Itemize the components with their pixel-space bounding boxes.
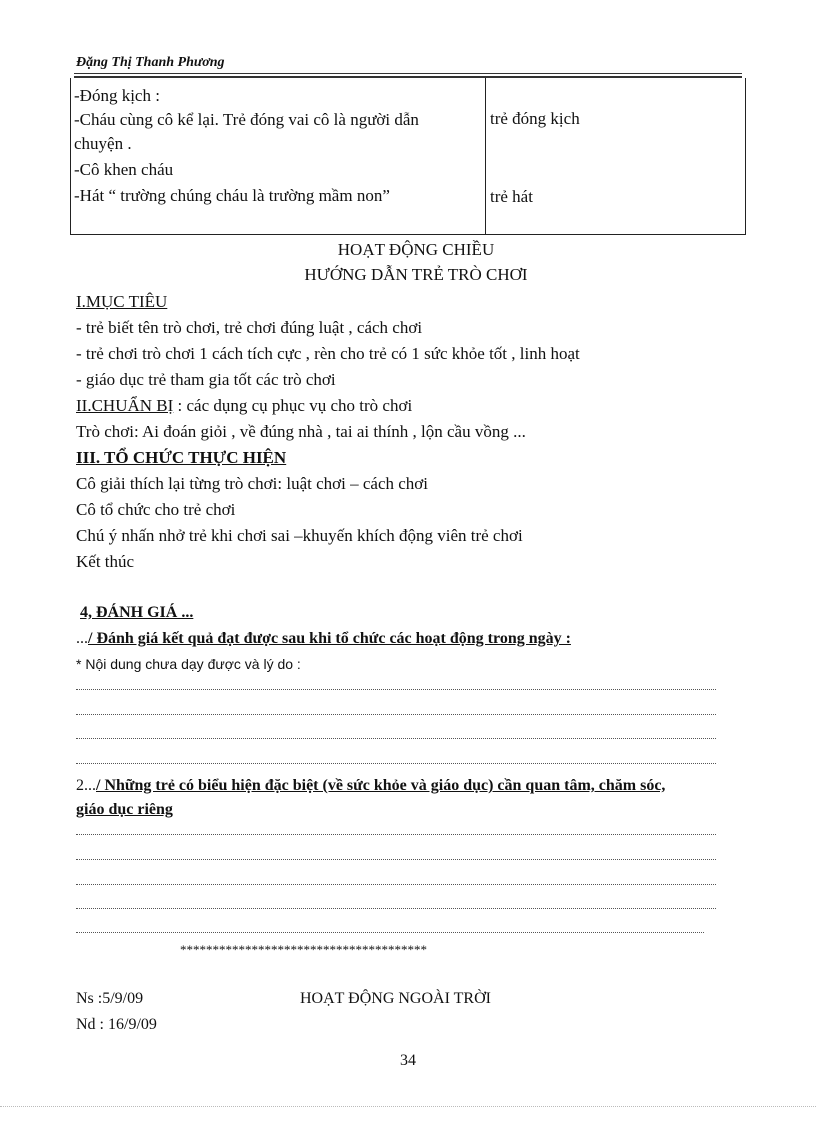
header-rule [74, 73, 742, 74]
organization-item: Kết thúc [76, 552, 135, 571]
evaluation-sub1 [76, 630, 571, 648]
dotted-line [76, 832, 716, 835]
table-cell-line: -Cô khen cháu [74, 160, 174, 179]
page-edge [0, 1105, 816, 1107]
ns-date: Ns :5/9/09 [76, 990, 144, 1007]
dotted-line [76, 857, 716, 860]
evaluation-sub2 [76, 777, 665, 795]
games-list: Trò chơi: Ai đoán giỏi , về đúng nhà , tai ai thính , lộn cầu vồng ... [76, 422, 526, 441]
objective-item: - trẻ chơi trò chơi 1 cách tích cực , rèn cho trẻ có 1 sức khỏe tốt , linh hoạt [76, 344, 580, 363]
dotted-line [76, 930, 704, 933]
table-cell-right: trẻ hát [490, 187, 533, 206]
evaluation-sub2-text: / Những trẻ có biểu hiện đặc biệt (về sức khỏe và giáo dục) cần quan tâm, chăm sóc, [96, 777, 666, 794]
preparation-text: : các dụng cụ phục vụ cho trò chơi [177, 396, 413, 415]
evaluation-sub1-prefix: ... [76, 630, 88, 647]
evaluation-note: * Nội dung chưa dạy được và lý do : [76, 656, 301, 672]
objective-item: - trẻ biết tên trò chơi, trẻ chơi đúng luật , cách chơi [76, 318, 423, 337]
table-column-divider [485, 78, 486, 234]
organization-item: Cô giải thích lại từng trò chơi: luật chơi – cách chơi [76, 474, 429, 493]
dotted-line [76, 712, 716, 715]
preparation-line [76, 396, 412, 416]
page-number: 34 [400, 1052, 416, 1069]
nd-date: Nd : 16/9/09 [76, 1016, 157, 1033]
outdoor-activity-title: HOẠT ĐỘNG NGOÀI TRỜI [300, 990, 491, 1007]
dotted-line [76, 761, 716, 764]
separator-stars: ************************************** [180, 942, 427, 957]
evaluation-heading: 4, ĐÁNH GIÁ ... [80, 604, 194, 621]
objectives-heading: I.MỤC TIÊU [76, 292, 168, 311]
author-name: Đặng Thị Thanh Phương [76, 55, 225, 70]
table-cell-line: chuyện . [74, 134, 132, 153]
evaluation-sub2-prefix: 2... [76, 777, 96, 794]
dotted-line [76, 906, 716, 909]
organization-item: Chú ý nhấn nhở trẻ khi chơi sai –khuyến khích động viên trẻ chơi [76, 526, 523, 545]
table-cell-line: -Cháu cùng cô kể lại. Trẻ đóng vai cô là người dẫn [74, 110, 419, 129]
objective-item: - giáo dục trẻ tham gia tốt các trò chơi [76, 370, 336, 389]
section-title: HOẠT ĐỘNG CHIỀU [337, 240, 495, 259]
table-cell-line: -Đóng kịch : [74, 86, 160, 105]
table-cell-line: -Hát “ trường chúng cháu là trường mầm non” [74, 186, 390, 205]
dotted-line [76, 736, 716, 739]
organization-item: Cô tổ chức cho trẻ chơi [76, 500, 236, 519]
evaluation-sub2-cont: giáo dục riêng [76, 801, 173, 818]
table-cell-right: trẻ đóng kịch [490, 109, 580, 128]
preparation-heading: II.CHUẨN BỊ [76, 396, 174, 415]
section-subtitle: HƯỚNG DẪN TRẺ TRÒ CHƠI [304, 265, 528, 284]
organization-heading: III. TỔ CHỨC THỰC HIỆN [76, 448, 287, 467]
evaluation-sub1-text: / Đánh giá kết quả đạt được sau khi tổ chức các hoạt động trong ngày : [88, 630, 571, 647]
dotted-line [76, 882, 716, 885]
dotted-line [76, 687, 716, 690]
